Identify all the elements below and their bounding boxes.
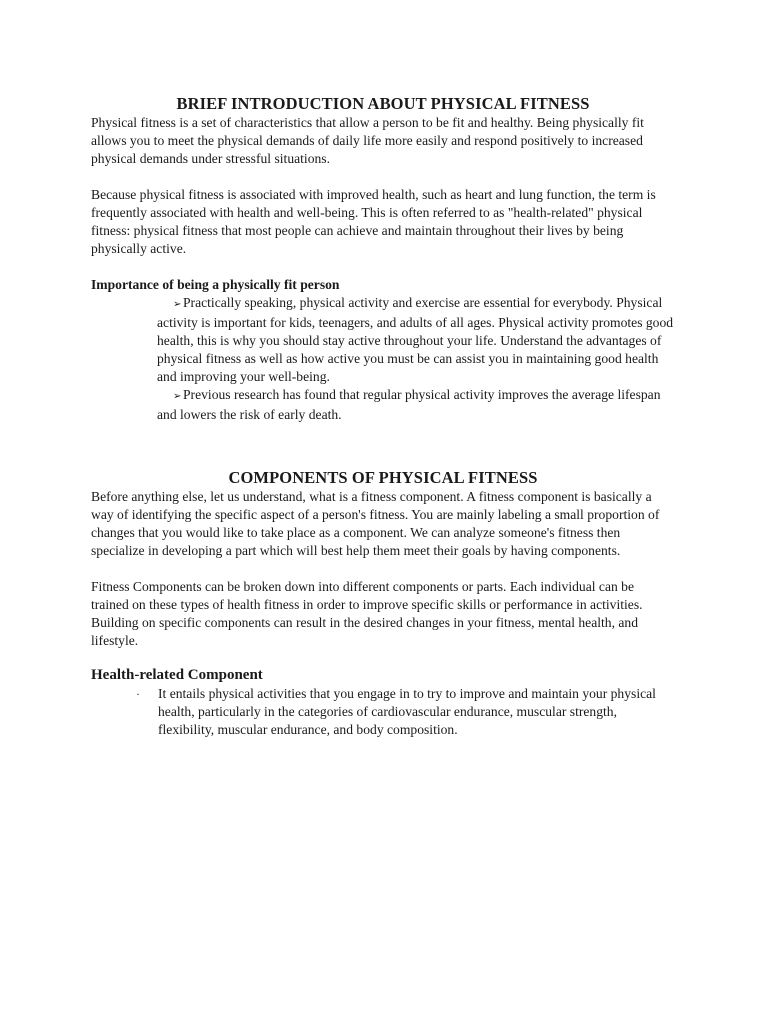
list-item (157, 294, 675, 386)
components-paragraph-2: Fitness Components can be broken down into different components or parts. Each individual can be trained on these types of health fitness in order to improve specific skills or performance in activities. Building on specific components can result in the desired changes in your fitness, mental health, and lifestyle. (91, 579, 643, 648)
importance-list (91, 294, 675, 424)
intro-title: BRIEF INTRODUCTION ABOUT PHYSICAL FITNESS (176, 94, 590, 113)
importance-heading: Importance of being a physically fit person (91, 277, 340, 292)
list-item-text: Practically speaking, physical activity and exercise are essential for everybody. Physical activity is important for kids, teenagers, and adults of all ages. Physical activity promotes good health, this is why you should stay active throughout your life. Understand the advantages of physical fitness as well as how active you must be can assist you in maintaining good health and improving your well-being. (157, 295, 674, 384)
dot-bullet-icon: · (136, 687, 140, 701)
list-item (136, 685, 675, 739)
components-title: COMPONENTS OF PHYSICAL FITNESS (228, 468, 538, 487)
arrow-bullet-icon: ➢ (173, 391, 182, 402)
components-paragraph-1: Before anything else, let us understand, what is a fitness component. A fitness component is basically a way of identifying the specific aspect of a person's fitness. You are mainly labeling a small proportion of changes that you would like to take place as a component. We can analyze someone's fitness then specialize in developing a part which will best help them meet their goals by having components. (91, 489, 660, 558)
health-related-list (91, 685, 675, 739)
list-item (157, 386, 675, 424)
list-item-text: It entails physical activities that you engage in to try to improve and maintain your physical health, particularly in the categories of cardiovascular endurance, muscular strength, flexibility, muscular endurance, and body composition. (158, 686, 656, 737)
list-item-text: Previous research has found that regular physical activity improves the average lifespan and lowers the risk of early death. (157, 387, 661, 422)
intro-paragraph-1: Physical fitness is a set of characteristics that allow a person to be fit and healthy. Being physically fit allows you to meet the physical demands of daily life more easily and respond positively to increased physical demands under stressful situations. (91, 115, 644, 166)
arrow-bullet-icon: ➢ (173, 299, 182, 310)
intro-paragraph-2: Because physical fitness is associated with improved health, such as heart and lung function, the term is frequently associated with health and well-being. This is often referred to as "health-related" physical fitness: physical fitness that most people can achieve and maintain throughout their lives by being physically active. (91, 187, 656, 256)
document-page (91, 94, 675, 739)
health-related-heading: Health-related Component (91, 667, 263, 683)
